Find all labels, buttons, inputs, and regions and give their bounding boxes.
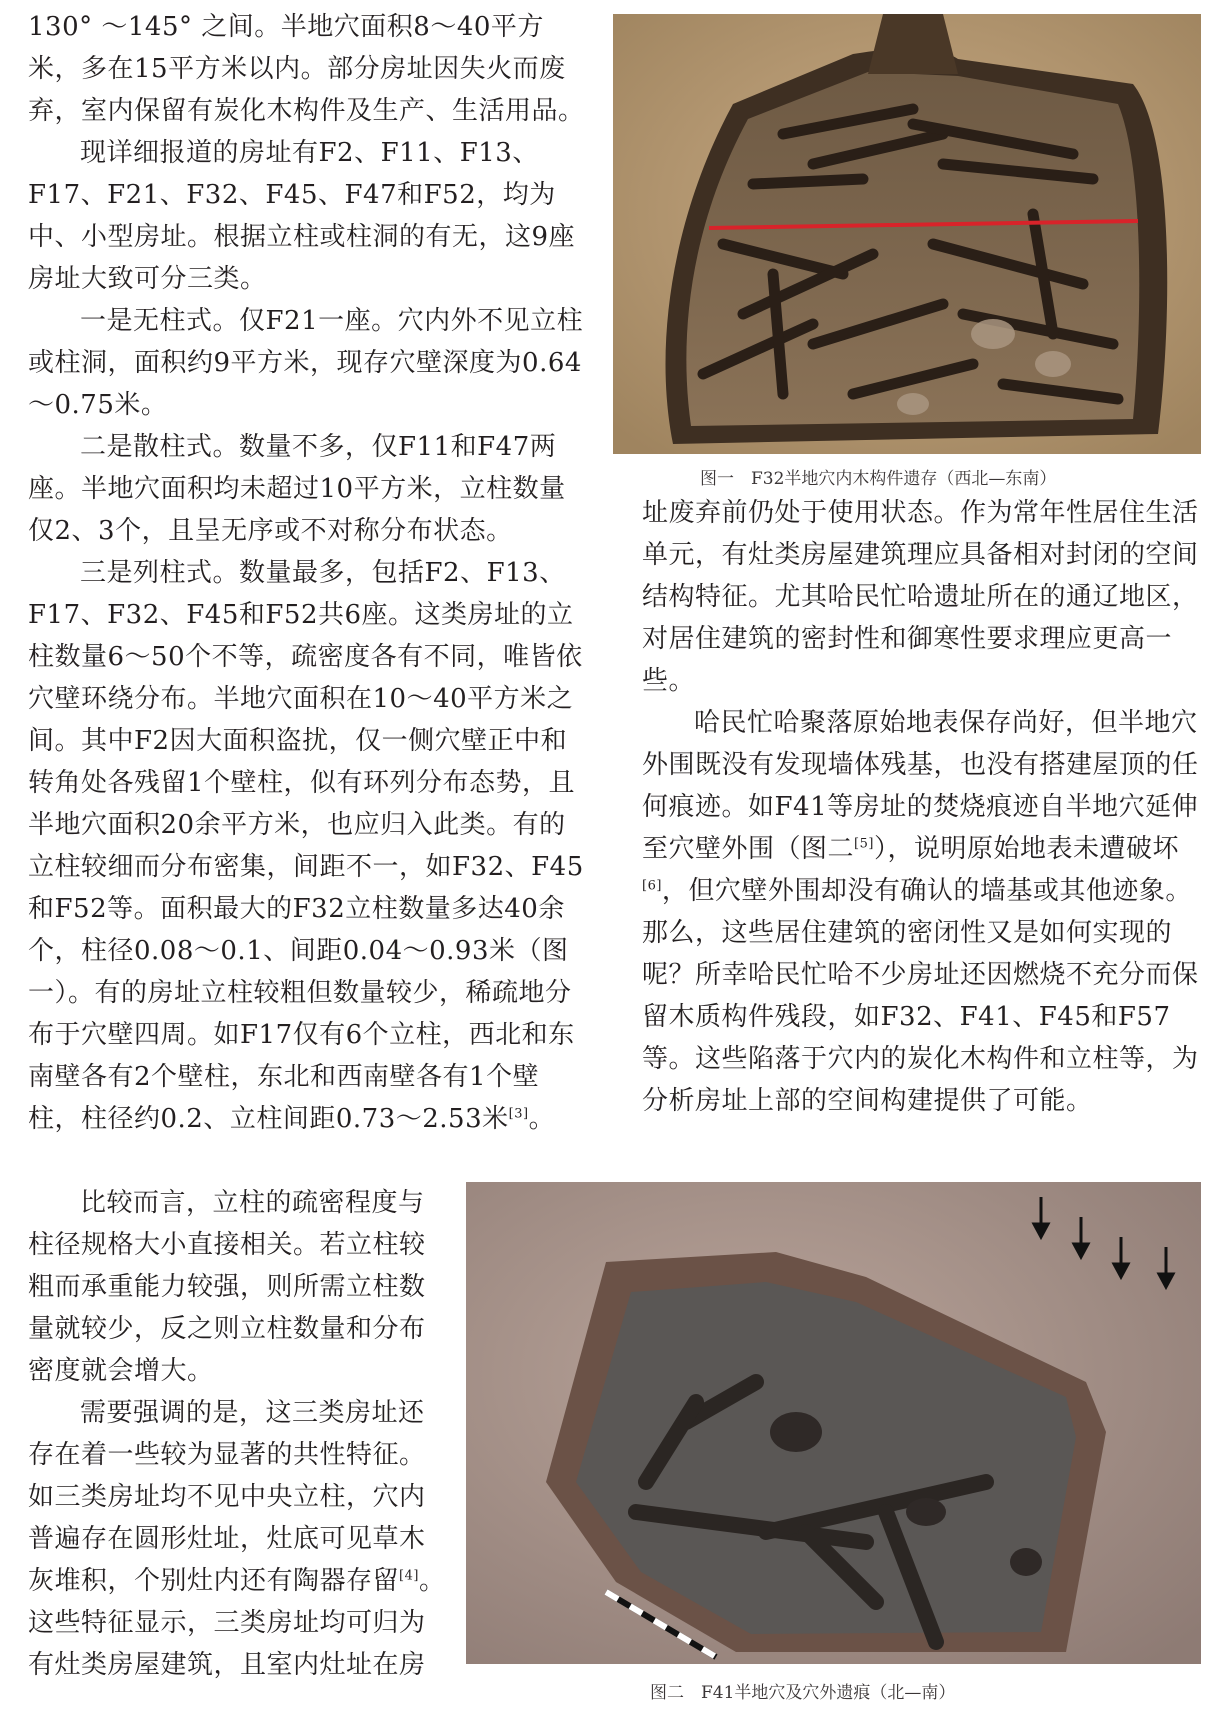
paragraph-7 [28, 1392, 448, 1686]
paragraph-9-a: 哈民忙哈聚落原始地表保存尚好，但半地穴外围既没有发现墙体残基，也没有搭建屋顶的任何痕迹。如F41等房址的焚烧痕迹自半地穴延伸至穴壁外围（图二 [642, 708, 1199, 864]
left-column-top [28, 6, 588, 1140]
footnote-ref-4[interactable]: [4] [399, 1568, 419, 1584]
paragraph-5-text: 三是列柱式。数量最多，包括F2、F13、F17、F32、F45和F52共6座。这类房址的立柱数量6～50个不等，疏密度各有不同，唯皆依穴壁环绕分布。半地穴面积在10～40平方米之间。其中F2因大面积盗扰，仅一侧穴壁正中和转角处各残留1个壁柱，似有环列分布态势，且半地穴面积20余平方米，也应归入此类。有的立柱较细而分布密集，间距不一，如F32、F45和F52等。面积最大的F32立柱数量多达40余个，柱径0.08～0.1、间距0.04～0.93米（图一）。有的房址立柱较粗但数量较少，稀疏地分布于穴壁四周。如F17仅有6个立柱，西北和东南壁各有2个壁柱，东北和西南壁各有1个壁柱，柱径约0.2、立柱间距0.73～2.53米 [28, 558, 584, 1134]
figure-2-photo [466, 1182, 1201, 1664]
footnote-ref-3[interactable]: [3] [508, 1106, 529, 1122]
paragraph-2: 现详细报道的房址有F2、F11、F13、F17、F21、F32、F45、F47和F52，均为中、小型房址。根据立柱或柱洞的有无，这9座房址大致可分三类。 [28, 138, 576, 294]
paragraph-6: 比较而言，立柱的疏密程度与柱径规格大小直接相关。若立柱较粗而承重能力较强，则所需立柱数量就较少，反之则立柱数量和分布密度就会增大。 [28, 1188, 426, 1386]
paragraph-5-tail: 。 [528, 1104, 556, 1134]
paragraph-1: 130° ～145° 之间。半地穴面积8～40平方米，多在15平方米以内。部分房址因失火而废弃，室内保留有炭化木构件及生产、生活用品。 [28, 12, 585, 126]
paragraph-7-text: 需要强调的是，这三类房址还存在着一些较为显著的共性特征。如三类房址均不见中央立柱，穴内普遍存在圆形灶址，灶底可见草木灰堆积，个别灶内还有陶器存留 [28, 1398, 426, 1596]
paragraph-5 [28, 552, 588, 1140]
figure-2-caption: 图二 F41半地穴及穴外遗痕（北—南） [650, 1683, 956, 1703]
paragraph-4: 二是散柱式。数量不多，仅F11和F47两座。半地穴面积均未超过10平方米，立柱数量仅2、3个，且呈无序或不对称分布状态。 [28, 432, 566, 546]
figure-1-caption: 图一 F32半地穴内木构件遗存（西北—东南） [700, 469, 1057, 489]
footnote-ref-6[interactable]: [6] [642, 878, 662, 894]
figure-1-photo [613, 14, 1201, 454]
paragraph-7-tail: 。这些特征显示，三类房址均可归为有灶类房屋建筑，且室内灶址在房 [28, 1566, 446, 1680]
footnote-ref-5[interactable]: [5] [854, 836, 874, 852]
paragraph-9-b: ），说明原始地表未遭破坏 [873, 834, 1179, 864]
right-column [642, 492, 1202, 1122]
paragraph-8: 址废弃前仍处于使用状态。作为常年性居住生活单元，有灶类房屋建筑理应具备相对封闭的空间结构特征。尤其哈民忙哈遗址所在的通辽地区，对居住建筑的密封性和御寒性要求理应更高一些。 [642, 498, 1199, 696]
paragraph-9 [642, 702, 1202, 1122]
paragraph-3: 一是无柱式。仅F21一座。穴内外不见立柱或柱洞，面积约9平方米，现存穴壁深度为0.64～0.75米。 [28, 306, 584, 420]
paragraph-9-c: ，但穴壁外围却没有确认的墙基或其他迹象。那么，这些居住建筑的密闭性又是如何实现的呢？所幸哈民忙哈不少房址还因燃烧不充分而保留木质构件残段，如F32、F41、F45和F57等。这些陷落于穴内的炭化木构件和立柱等，为分析房址上部的空间构建提供了可能。 [642, 876, 1199, 1116]
left-column-bottom [28, 1182, 448, 1686]
